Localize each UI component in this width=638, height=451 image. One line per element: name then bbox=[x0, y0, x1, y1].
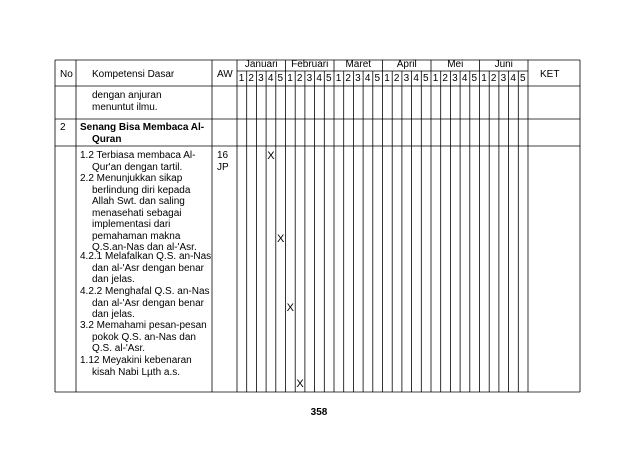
competency-line: Q.S.an-Nas dan al-'Asr. bbox=[92, 242, 197, 253]
competency-item bbox=[80, 150, 195, 173]
month-header: Juni bbox=[494, 59, 513, 70]
week-number: 5 bbox=[471, 73, 478, 84]
week-number: 2 bbox=[393, 73, 400, 84]
competency-line: menasehati sebagai bbox=[92, 207, 182, 219]
week-number: 3 bbox=[258, 73, 264, 84]
competency-line: pokok Q.S. an-Nas dan bbox=[92, 331, 196, 343]
competency-line: berlindung diri kepada bbox=[92, 184, 191, 196]
week-number: 4 bbox=[316, 73, 322, 84]
competency-item bbox=[80, 173, 197, 254]
schedule-mark: X bbox=[267, 150, 275, 162]
section-number: 2 bbox=[60, 122, 66, 133]
month-header: April bbox=[396, 59, 417, 70]
competency-line: 1.2 Terbiasa membaca Al- bbox=[80, 150, 196, 161]
competency-line: dan al-'Asr dengan benar bbox=[92, 297, 204, 309]
week-number: 2 bbox=[248, 73, 254, 84]
aw-value bbox=[217, 150, 229, 173]
week-number: 3 bbox=[306, 73, 313, 84]
competency-item bbox=[80, 320, 207, 355]
competency-line: 4.2.1 Melafalkan Q.S. an-Nas bbox=[80, 251, 212, 262]
competency-line: 1.12 Meyakini kebenaran bbox=[80, 355, 192, 366]
week-number: 3 bbox=[452, 73, 458, 84]
section-title bbox=[80, 122, 204, 145]
competency-line: kisah Nabi Lµth a.s. bbox=[92, 366, 181, 378]
section-title-line: Senang Bisa Membaca Al- bbox=[80, 122, 205, 133]
week-number: 1 bbox=[481, 73, 487, 84]
schedule-mark: X bbox=[296, 378, 304, 390]
competency-line: implementasi dari bbox=[92, 219, 171, 230]
competency-item bbox=[80, 286, 210, 321]
competency-line: 4.2.2 Menghafal Q.S. an-Nas bbox=[80, 286, 210, 297]
competency-line: 3.2 Memahami pesan-pesan bbox=[80, 320, 207, 331]
week-number: 1 bbox=[432, 73, 439, 84]
competency-line: Allah Swt. dan saling bbox=[92, 196, 185, 207]
header-ket: KET bbox=[540, 69, 560, 80]
week-number: 4 bbox=[461, 73, 468, 84]
competency-line: Qur'an dengan tartil. bbox=[92, 161, 183, 173]
schedule-mark: X bbox=[286, 302, 295, 314]
schedule-mark: X bbox=[276, 233, 285, 245]
continuation-text bbox=[92, 90, 162, 113]
week-number: 5 bbox=[326, 73, 332, 84]
competency-line: pemahaman makna bbox=[92, 230, 181, 242]
week-number: 2 bbox=[490, 73, 497, 84]
week-number: 4 bbox=[364, 73, 371, 84]
week-number: 2 bbox=[345, 73, 351, 84]
week-number: 1 bbox=[287, 73, 293, 84]
week-number: 4 bbox=[510, 73, 516, 84]
week-number: 5 bbox=[277, 73, 284, 84]
competency-line: dan al-'Asr dengan benar bbox=[92, 262, 204, 274]
week-number: 4 bbox=[267, 73, 274, 84]
competency-item bbox=[80, 251, 211, 286]
section-title-line: Quran bbox=[92, 133, 122, 145]
header-aw: AW bbox=[217, 69, 233, 80]
continuation-line: menuntut ilmu. bbox=[92, 101, 158, 113]
month-header: Februari bbox=[291, 59, 329, 70]
week-number: 2 bbox=[296, 73, 303, 84]
competency-line: 2.2 Menunjukkan sikap bbox=[80, 173, 183, 184]
month-header: Maret bbox=[345, 59, 372, 70]
aw-line: 16 bbox=[217, 150, 229, 161]
week-number: 5 bbox=[423, 73, 429, 84]
header-no: No bbox=[60, 69, 73, 80]
week-number: 3 bbox=[403, 73, 410, 84]
week-number: 3 bbox=[355, 73, 361, 84]
week-number: 3 bbox=[500, 73, 507, 84]
week-number: 5 bbox=[520, 73, 526, 84]
month-header: Mei bbox=[447, 59, 464, 70]
competency-line: Q.S. al-'Asr. bbox=[92, 343, 146, 354]
header-kompetensi: Kompetensi Dasar bbox=[92, 69, 175, 80]
competency-line: dan jelas. bbox=[92, 309, 135, 320]
continuation-line: dengan anjuran bbox=[92, 90, 162, 101]
week-number: 1 bbox=[238, 73, 245, 84]
week-number: 1 bbox=[335, 73, 342, 84]
aw-line: JP bbox=[217, 161, 229, 173]
page-number: 358 bbox=[310, 407, 328, 418]
competency-line: dan jelas. bbox=[92, 274, 135, 285]
week-number: 5 bbox=[374, 73, 381, 84]
week-number: 2 bbox=[442, 73, 448, 84]
week-number: 4 bbox=[413, 73, 419, 84]
competency-item bbox=[80, 355, 192, 378]
week-number: 1 bbox=[384, 73, 390, 84]
month-header: Januari bbox=[244, 59, 278, 70]
